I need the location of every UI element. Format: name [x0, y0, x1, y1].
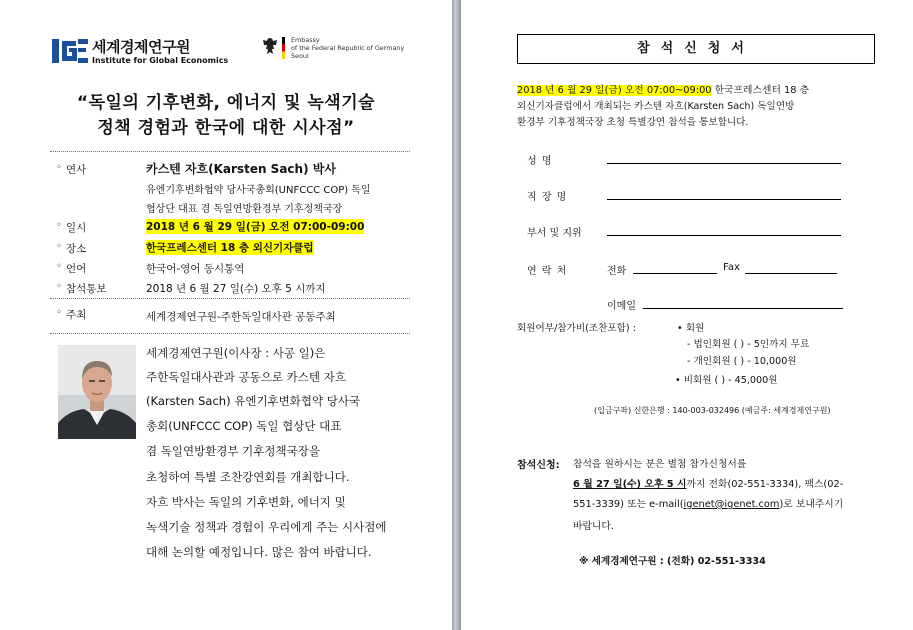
embassy-line-1: Embassy: [291, 36, 320, 44]
page-gutter: [452, 0, 461, 630]
bullet-icon: ◦: [56, 241, 62, 252]
institute-name-kr: 세계경제연구원: [92, 38, 190, 56]
speaker-label: 연사: [66, 164, 87, 176]
contact-label: 연 락 처: [527, 266, 568, 277]
name-field[interactable]: [607, 163, 841, 164]
event-datetime-highlight: 2018 년 6 월 29 일(금) 오전 07:00~09:00: [517, 85, 712, 96]
language-label: 언어: [66, 263, 87, 275]
datetime-label: 일시: [66, 222, 87, 234]
intro-line-2: 주한독일대사관과 공동으로 카스텐 자흐: [146, 370, 346, 384]
apply-label: 참석신청:: [517, 460, 560, 471]
embassy-label: [291, 36, 404, 60]
rsvp-deadline: 2018 년 6 월 27 일(수) 오후 5 시까지: [146, 283, 326, 295]
speaker-name: 카스텐 자흐(Karsten Sach) 박사: [146, 162, 336, 176]
email-label: 이메일: [607, 301, 636, 312]
ige-logo-icon: [52, 37, 88, 65]
intro-line-8: 녹색기술 정책과 경험이 우리에게 주는 시사점에: [146, 520, 387, 534]
institute-name-en: Institute for Global Economics: [92, 56, 229, 65]
fax-field[interactable]: [745, 273, 837, 274]
speaker-title-2: 협상단 대표 겸 독일연방환경부 기후정책국장: [146, 204, 343, 215]
dept-field[interactable]: [607, 235, 841, 236]
intro-line-3: (Karsten Sach) 유엔기후변화협약 당사국: [146, 394, 361, 408]
apply-line-2: [573, 476, 843, 490]
intro-paragraph: [146, 345, 410, 585]
dept-label: 부서 및 지위: [527, 228, 582, 239]
intro-line-2: 외신기자클럽에서 개최되는 카스텐 자흐(Karsten Sach) 독일연방: [517, 101, 795, 112]
footer-contact: ※ 세계경제연구원 : (전화) 02-551-3334: [579, 556, 766, 567]
phone-label: 전화: [607, 266, 627, 277]
embassy-line-2: of the Federal Republic of Germany: [291, 44, 405, 52]
divider: [50, 298, 410, 299]
bullet-icon: ◦: [56, 281, 62, 292]
lecture-title-line-1: “독일의 기후변화, 에너지 및 녹색기술: [76, 93, 376, 113]
member-option: • 회원: [677, 323, 705, 334]
venue-label: 장소: [66, 243, 87, 255]
divider: [50, 151, 410, 152]
embassy-line-3: Seoul: [291, 52, 309, 60]
speaker-title-1: 유엔기후변화협약 당사국총회(UNFCCC COP) 독일: [146, 185, 371, 196]
apply-email-link[interactable]: igenet@igenet.com: [683, 499, 780, 510]
company-label: 직 장 명: [527, 192, 568, 203]
non-member-option[interactable]: • 비회원 ( ) - 45,000원: [675, 375, 778, 386]
rsvp-label: 참석통보: [66, 283, 107, 295]
apply-fax: 551-3339) 또는 e-mail(: [573, 499, 684, 510]
registration-page: [461, 0, 913, 630]
speaker-photo: [58, 345, 136, 439]
membership-label: 회원여부/참가비(조찬포함) :: [517, 323, 636, 334]
intro-line-1: [517, 82, 809, 96]
datetime-value: 2018 년 6 월 29 일(금) 오전 07:00-09:00: [146, 221, 365, 233]
phone-field[interactable]: [633, 273, 717, 274]
intro-venue: 한국프레스센터 18 층: [711, 85, 810, 96]
registration-form-title: 참석신청서: [517, 34, 875, 64]
intro-line-3: 환경부 기후정책국장 초청 특별강연 참석을 통보합니다.: [517, 117, 749, 128]
intro-line-9: 대해 논의할 예정입니다. 많은 참여 바랍니다.: [146, 545, 372, 559]
apply-line-4: 바랍니다.: [573, 521, 614, 532]
apply-line-1: 참석을 원하시는 분은 별첨 참가신청서를: [573, 459, 747, 470]
divider: [50, 333, 410, 334]
intro-line-5: 겸 독일연방환경부 기후정책국장을: [146, 444, 320, 458]
bullet-icon: ◦: [56, 261, 62, 272]
lecture-title-line-2: 정책 경험과 한국에 대한 시사점”: [97, 118, 355, 138]
apply-send: )로 보내주시기: [779, 499, 844, 510]
bank-account: (입금구좌) 신한은행 : 140-003-032496 (예금주: 세계경제연구원): [594, 406, 831, 415]
fax-label: Fax: [723, 262, 740, 273]
german-flag-icon: [282, 37, 285, 59]
intro-line-6: 초청하여 특별 조찬강연회를 개최합니다.: [146, 470, 350, 484]
bullet-icon: ◦: [56, 307, 62, 318]
bullet-icon: ◦: [56, 162, 62, 173]
bullet-icon: ◦: [56, 220, 62, 231]
ige-logo-mark: IGE: [72, 35, 74, 36]
name-label: 성 명: [527, 156, 553, 167]
email-field[interactable]: [643, 308, 843, 309]
intro-line-1: 세계경제연구원(이사장 : 사공 일)은: [146, 346, 326, 360]
apply-contact-phone: 까지 전화(02-551-3334), 팩스(02-: [686, 479, 844, 490]
intro-line-4: 총회(UNFCCC COP) 독일 협상단 대표: [146, 419, 342, 433]
host-label: 주최: [66, 309, 87, 321]
company-field[interactable]: [607, 199, 841, 200]
venue-value: 한국프레스센터 18 층 외신기자클럽: [146, 242, 314, 254]
corporate-member-option[interactable]: - 법인회원 ( ) - 5인까지 무료: [687, 339, 810, 350]
individual-member-option[interactable]: - 개인회원 ( ) - 10,000원: [687, 356, 797, 367]
language-value: 한국어-영어 동시통역: [146, 263, 245, 275]
invitation-page: [0, 0, 452, 630]
apply-line-3: [573, 496, 843, 510]
apply-deadline: 6 월 27 일(수) 오후 5 시: [573, 479, 687, 490]
host-value: 세계경제연구원-주한독일대사관 공동주최: [146, 311, 336, 323]
german-eagle-icon: [262, 37, 278, 57]
intro-line-7: 자흐 박사는 독일의 기후변화, 에너지 및: [146, 495, 346, 509]
